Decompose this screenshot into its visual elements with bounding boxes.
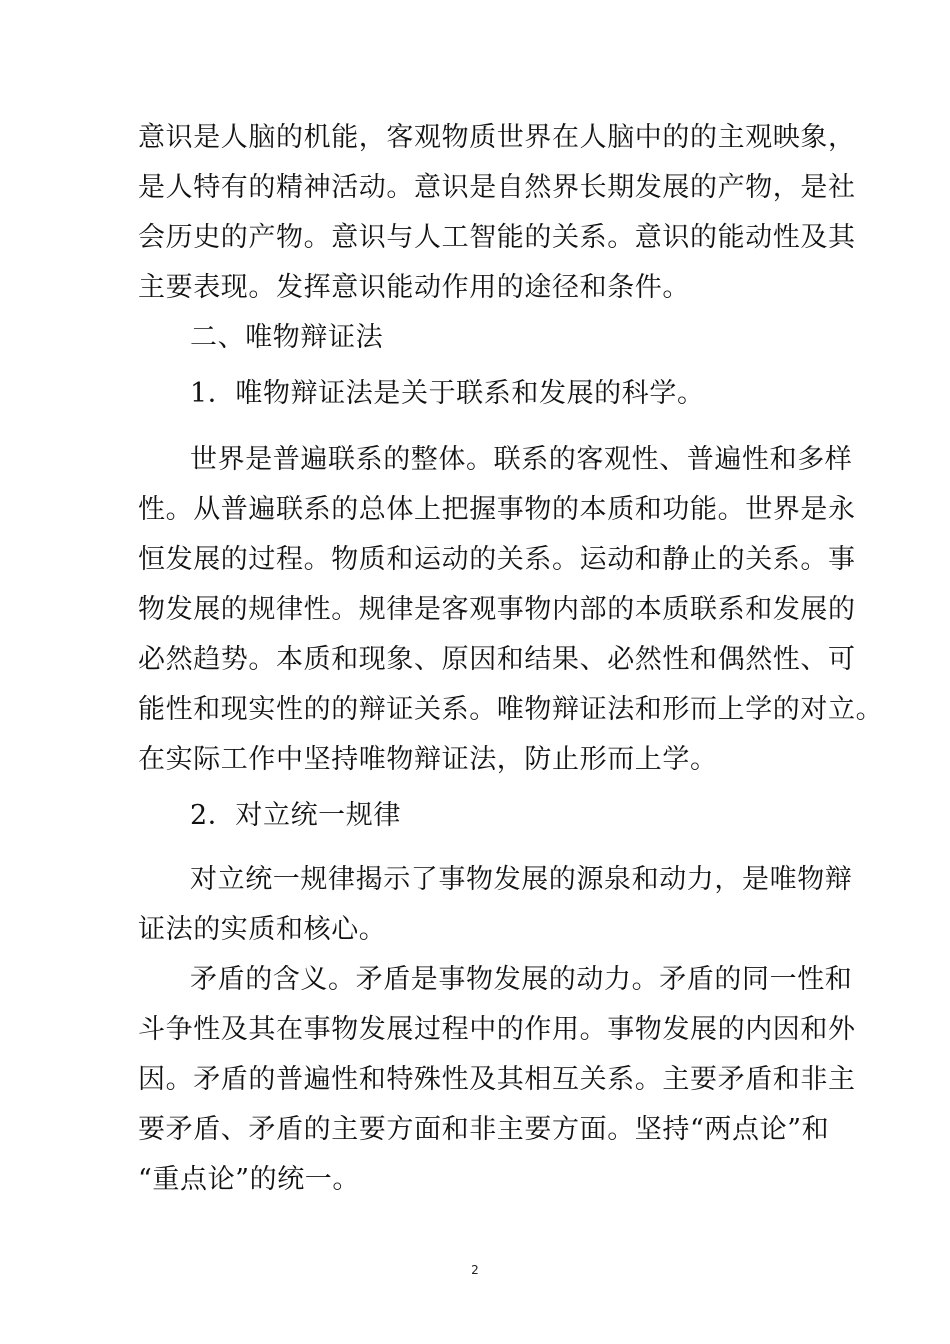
text-line: 是人特有的精神活动。意识是自然界长期发展的产物，是社 [138, 172, 856, 203]
text-line: 能性和现实性的的辩证关系。唯物辩证法和形而上学的对立。 [138, 694, 884, 725]
text-line: 意识是人脑的机能，客观物质世界在人脑中的的主观映象， [138, 122, 856, 153]
section-heading: 二、唯物辩证法 [190, 322, 384, 353]
text-line: 恒发展的过程。物质和运动的关系。运动和静止的关系。事 [138, 544, 856, 575]
text-line: 性。从普遍联系的总体上把握事物的本质和功能。世界是永 [138, 494, 856, 525]
text-line: 要矛盾、矛盾的主要方面和非主要方面。坚持“两点论”和 [138, 1114, 830, 1145]
text-line: 因。矛盾的普遍性和特殊性及其相互关系。主要矛盾和非主 [138, 1064, 856, 1095]
text-line: 证法的实质和核心。 [138, 914, 387, 945]
text-line: 在实际工作中坚持唯物辩证法，防止形而上学。 [138, 744, 718, 775]
text-line: “重点论”的统一。 [138, 1164, 361, 1195]
text-line: 斗争性及其在事物发展过程中的作用。事物发展的内因和外 [138, 1014, 856, 1045]
text-line: 主要表现。发挥意识能动作用的途径和条件。 [138, 272, 690, 303]
subsection-heading: 1．唯物辩证法是关于联系和发展的科学。 [190, 378, 705, 409]
text-line: 必然趋势。本质和现象、原因和结果、必然性和偶然性、可 [138, 644, 856, 675]
text-line: 世界是普遍联系的整体。联系的客观性、普遍性和多样 [190, 444, 853, 475]
text-line: 物发展的规律性。规律是客观事物内部的本质联系和发展的 [138, 594, 856, 625]
text-line: 对立统一规律揭示了事物发展的源泉和动力，是唯物辩 [190, 864, 853, 895]
page-number: 2 [471, 1263, 479, 1277]
text-line: 矛盾的含义。矛盾是事物发展的动力。矛盾的同一性和 [190, 964, 853, 995]
subsection-heading: 2．对立统一规律 [190, 800, 401, 831]
text-line: 会历史的产物。意识与人工智能的关系。意识的能动性及其 [138, 222, 856, 253]
